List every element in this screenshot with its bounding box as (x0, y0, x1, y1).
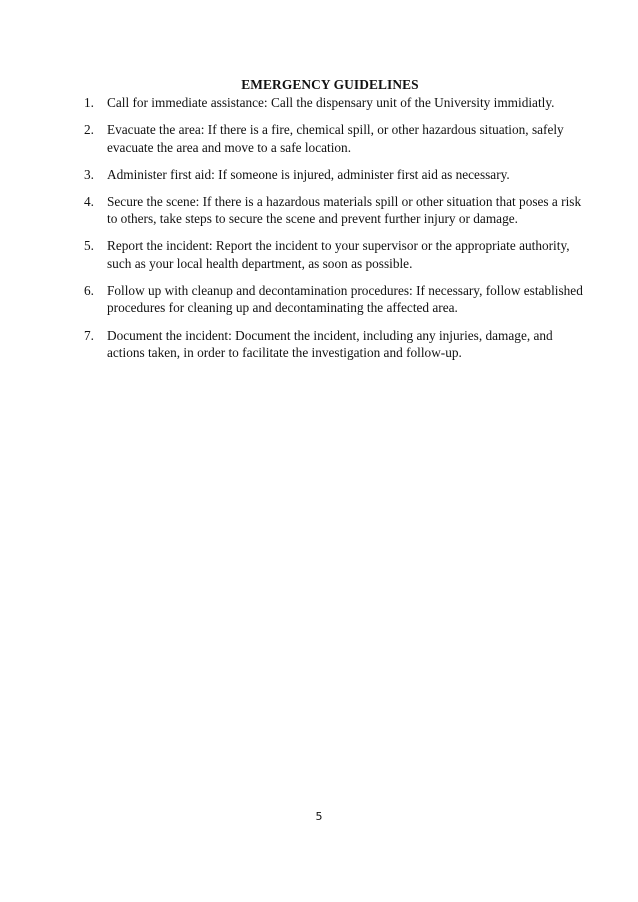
list-item-number: 1. (84, 95, 94, 110)
list-item-text: Follow up with cleanup and decontamination procedures: If necessary, follow established procedures for cleaning up and decontaminating the affected area. (107, 282, 583, 316)
list-item-number: 3. (84, 166, 94, 182)
list-item (84, 282, 584, 317)
list-item (84, 193, 584, 228)
list-item (84, 237, 584, 272)
list-item-text: Secure the scene: If there is a hazardous materials spill or other situation that poses a risk to others, take steps to secure the scene and prevent further injury or damage. (107, 193, 582, 227)
list-item-text: Report the incident: Report the incident to your supervisor or the appropriate authority, such as your local health department, as soon as possible. (107, 238, 570, 271)
list-item-number: 5. (84, 238, 94, 254)
list-item-text: Evacuate the area: If there is a fire, chemical spill, or other hazardous situation, safely evacuate the area and move to a safe location. (107, 122, 564, 155)
list-item-number: 4. (84, 193, 94, 209)
list-item (84, 327, 584, 362)
page-title: EMERGENCY GUIDELINES (241, 77, 419, 92)
list-item-number: 6. (84, 282, 94, 298)
list-item (84, 166, 584, 184)
list-item-text: Administer first aid: If someone is injured, administer first aid as necessary. (107, 166, 510, 182)
guidelines-list (84, 94, 584, 371)
page-number: 5 (315, 810, 323, 823)
list-item-text: Call for immediate assistance: Call the dispensary unit of the University immidiatly. (107, 95, 555, 110)
list-item-number: 2. (84, 122, 94, 138)
list-item-text: Document the incident: Document the incident, including any injuries, damage, and actions taken, in order to facilitate the investigation and follow-up. (107, 327, 553, 361)
list-item-number: 7. (84, 327, 94, 343)
list-item (84, 94, 584, 112)
list-item (84, 121, 584, 156)
